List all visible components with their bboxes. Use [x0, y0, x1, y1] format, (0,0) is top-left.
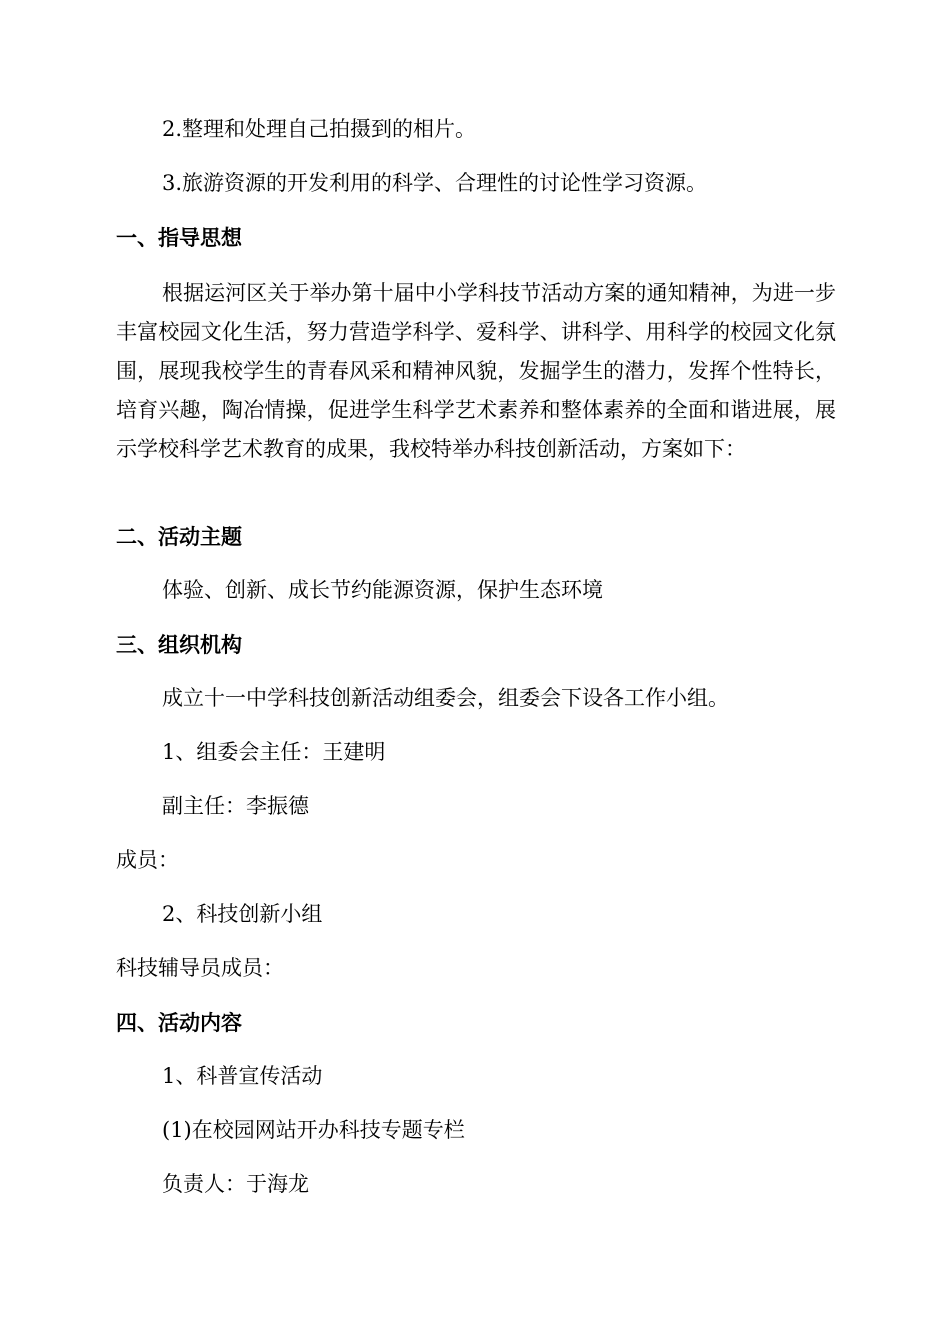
paragraph-organization-intro: 成立十一中学科技创新活动组委会，组委会下设各工作小组。 — [162, 686, 729, 710]
section-heading-activity-theme: 二、活动主题 — [116, 524, 242, 549]
paragraph-activity-theme: 体验、创新、成长节约能源资源，保护生态环境 — [162, 578, 603, 602]
responsible-person: 负责人：于海龙 — [162, 1172, 309, 1196]
list-item-2: 2.整理和处理自己拍摄到的相片。 — [162, 117, 477, 141]
innovation-group: 2、科技创新小组 — [162, 902, 323, 926]
committee-director: 1、组委会主任：王建明 — [162, 740, 386, 764]
section-heading-guiding-ideology: 一、指导思想 — [116, 225, 242, 250]
paragraph-guiding-ideology: 根据运河区关于举办第十届中小学科技节活动方案的通知精神，为进一步丰富校园文化生活，努力营造学科学、爱科学、讲科学、用科学的校园文化氛围，展现我校学生的青春风采和精神风貌，发掘学生的潜力，发挥个性特长，培育兴趣，陶冶情操，促进学生科学艺术素养和整体素养的全面和谐进展，展示学校科学艺术教育的成果，我校特举办科技创新活动，方案如下： — [116, 281, 836, 461]
section-heading-activity-content: 四、活动内容 — [116, 1010, 242, 1035]
committee-members: 成员： — [116, 848, 179, 872]
section-heading-organization: 三、组织机构 — [116, 632, 242, 657]
committee-vice-director: 副主任：李振德 — [162, 794, 309, 818]
activity-item-1: 1、科普宣传活动 — [162, 1064, 323, 1088]
tutor-members: 科技辅导员成员： — [116, 956, 284, 980]
list-item-3: 3.旅游资源的开发利用的科学、合理性的讨论性学习资源。 — [162, 171, 708, 195]
activity-item-1-1: (1)在校园网站开办科技专题专栏 — [162, 1118, 465, 1142]
